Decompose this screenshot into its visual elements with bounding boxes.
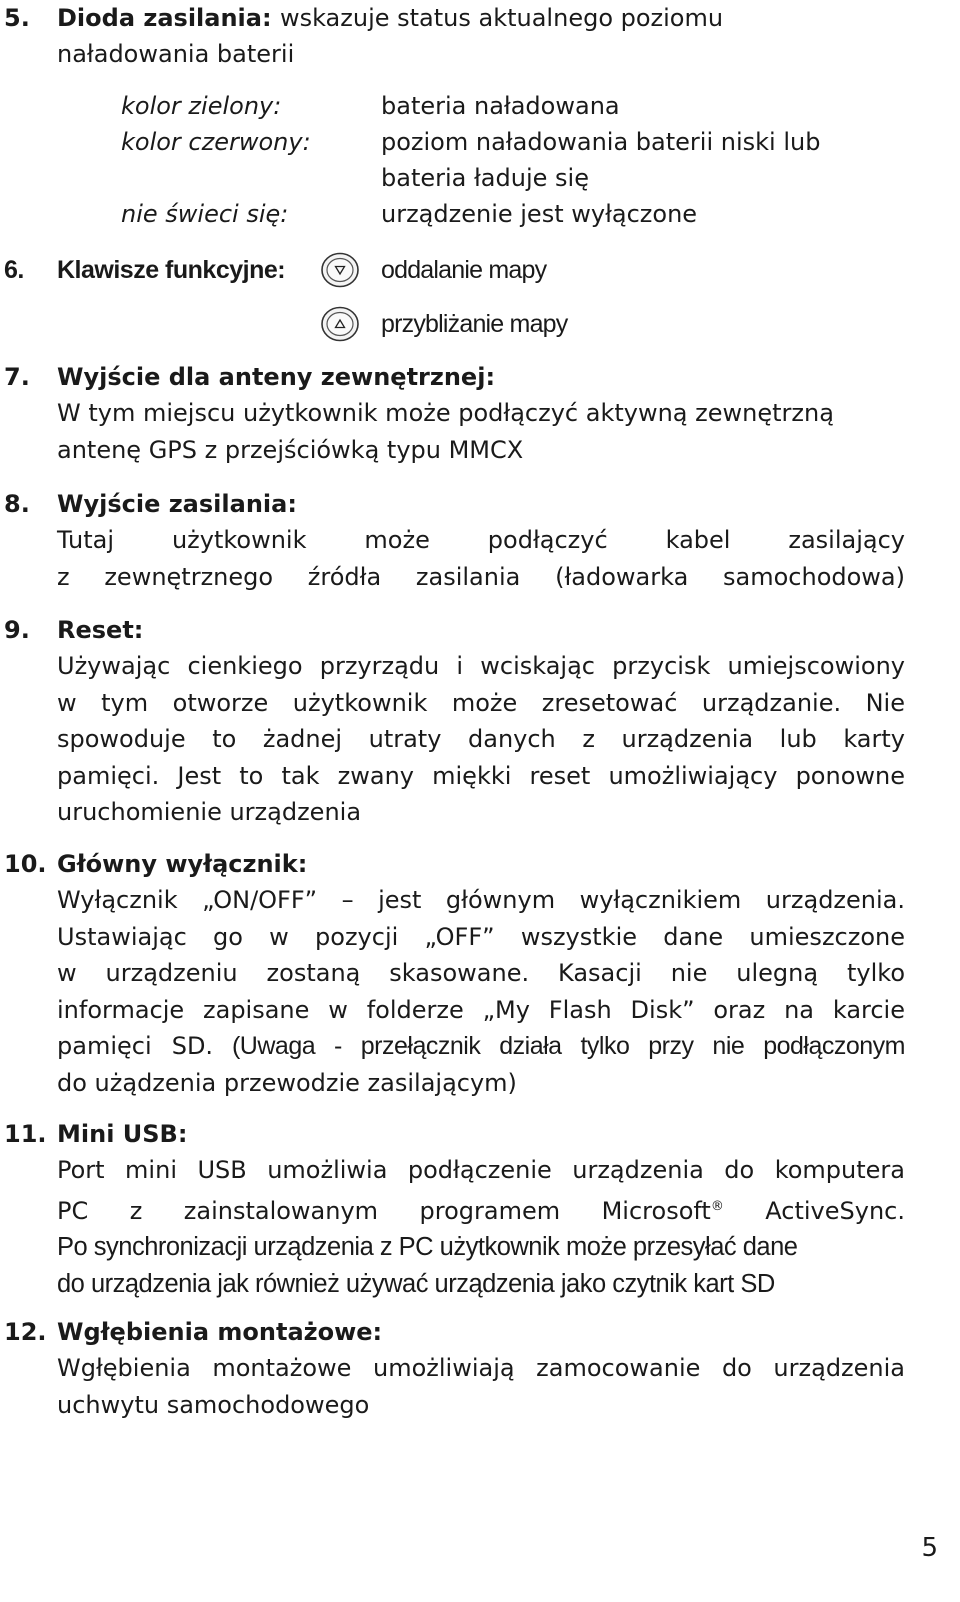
item-text-segment: ActiveSync. — [723, 1196, 905, 1225]
item-power-output — [0, 486, 905, 595]
item-number: 10. — [4, 850, 47, 878]
item-title — [57, 0, 905, 36]
item-number: 5. — [4, 4, 30, 32]
item-text-line: do urządzenia jak również używać urządzenia jako czytnik kart SD — [57, 1269, 775, 1298]
legend-value: poziom naładowania baterii niski lub — [381, 128, 821, 156]
page-number: 5 — [921, 1533, 938, 1563]
item-text-line: Tutaj użytkownik może podłączyć kabel zasilający — [57, 526, 905, 554]
item-text-line: Ustawiając go w pozycji „OFF” wszystkie dane umieszczone — [57, 922, 905, 951]
led-legend — [0, 88, 905, 232]
legend-row — [0, 124, 905, 160]
legend-row — [0, 160, 905, 196]
item-text-line: naładowania baterii — [57, 40, 295, 68]
zoom-out-down-triangle-icon — [320, 252, 360, 288]
item-text-line — [57, 1189, 905, 1230]
item-text-segment: PC z zainstalowanym programem Microsoft — [57, 1196, 711, 1225]
item-text-line: do użądzenia przewodzie zasilającym) — [57, 1068, 517, 1097]
item-number: 6. — [4, 256, 24, 284]
item-text-line: Wyłącznik „ON/OFF” – jest głównym wyłącznikiem urządzenia. — [57, 886, 905, 914]
registered-mark: ® — [710, 1198, 724, 1214]
legend-value: bateria ładuje się — [381, 164, 589, 192]
item-text-line: w urządzeniu zostaną skasowane. Kasacji nie ulegną tylko — [57, 959, 905, 987]
item-text-line: spowoduje to żadnej utraty danych z urządzenia lub karty — [57, 725, 905, 753]
item-text-line: antenę GPS z przejściówką typu MMCX — [57, 435, 524, 464]
legend-value: bateria naładowana — [381, 92, 620, 120]
item-text-line — [57, 1028, 905, 1065]
item-power-led — [0, 0, 905, 73]
item-text-line: z zewnętrznego źródła zasilania (ładowarka samochodowa) — [57, 562, 905, 591]
key-row-zoom-out — [0, 250, 905, 290]
item-number: 12. — [4, 1318, 47, 1346]
item-text-line: pamięci. Jest to tak zwany miękki reset umożliwiający ponowne — [57, 761, 905, 790]
item-mini-usb — [0, 1116, 905, 1302]
item-title: Klawisze funkcyjne: — [57, 256, 286, 284]
item-title: Mini USB: — [57, 1120, 188, 1148]
item-title: Wgłębienia montażowe: — [57, 1318, 383, 1346]
item-number: 11. — [4, 1120, 47, 1148]
item-number: 8. — [4, 490, 30, 518]
item-text-line: informacje zapisane w folderze „My Flash Disk” oraz na karcie — [57, 995, 905, 1024]
legend-row — [0, 196, 905, 232]
item-mounting-recesses — [0, 1314, 905, 1423]
item-inline-text: wskazuje status aktualnego poziomu — [279, 4, 724, 32]
item-text-line: W tym miejscu użytkownik może podłączyć aktywną zewnętrzną — [57, 399, 834, 427]
legend-key: kolor czerwony: — [121, 128, 311, 156]
key-label: przybliżanie mapy — [381, 310, 568, 338]
item-title: Główny wyłącznik: — [57, 850, 308, 878]
item-title-text: Dioda zasilania: — [57, 4, 272, 32]
legend-row — [0, 88, 905, 124]
item-number: 7. — [4, 363, 30, 391]
item-text-line: Wgłębienia montażowe umożliwiają zamocowanie do urządzenia — [57, 1354, 905, 1382]
item-title: Reset: — [57, 616, 144, 644]
item-antenna-output — [0, 359, 905, 468]
item-main-switch — [0, 846, 905, 1101]
legend-key: nie świeci się: — [121, 200, 289, 228]
item-title: Wyjście dla anteny zewnętrznej: — [57, 363, 496, 391]
legend-key: kolor zielony: — [121, 92, 282, 120]
item-text-line: Po synchronizacji urządzenia z PC użytkownik może przesyłać dane — [57, 1233, 798, 1261]
item-text-line: Port mini USB umożliwia podłączenie urządzenia do komputera — [57, 1156, 905, 1184]
item-text-segment-condensed: (Uwaga - przełącznik działa tylko przy nie podłączonym — [213, 1032, 906, 1060]
item-number: 9. — [4, 616, 30, 644]
item-text-line: uruchomienie urządzenia — [57, 798, 362, 826]
item-text-segment: pamięci SD. — [57, 1032, 214, 1060]
key-row-zoom-in — [0, 304, 905, 344]
item-text-line: w tym otworze użytkownik może zresetować urządzanie. Nie — [57, 688, 905, 717]
zoom-in-up-triangle-icon — [320, 306, 360, 342]
key-label: oddalanie mapy — [381, 256, 547, 284]
item-text-line: Używając cienkiego przyrządu i wciskając przycisk umiejscowiony — [57, 652, 905, 680]
item-reset — [0, 612, 905, 831]
legend-value: urządzenie jest wyłączone — [381, 200, 698, 228]
item-text-line: uchwytu samochodowego — [57, 1390, 370, 1419]
item-title: Wyjście zasilania: — [57, 490, 297, 518]
